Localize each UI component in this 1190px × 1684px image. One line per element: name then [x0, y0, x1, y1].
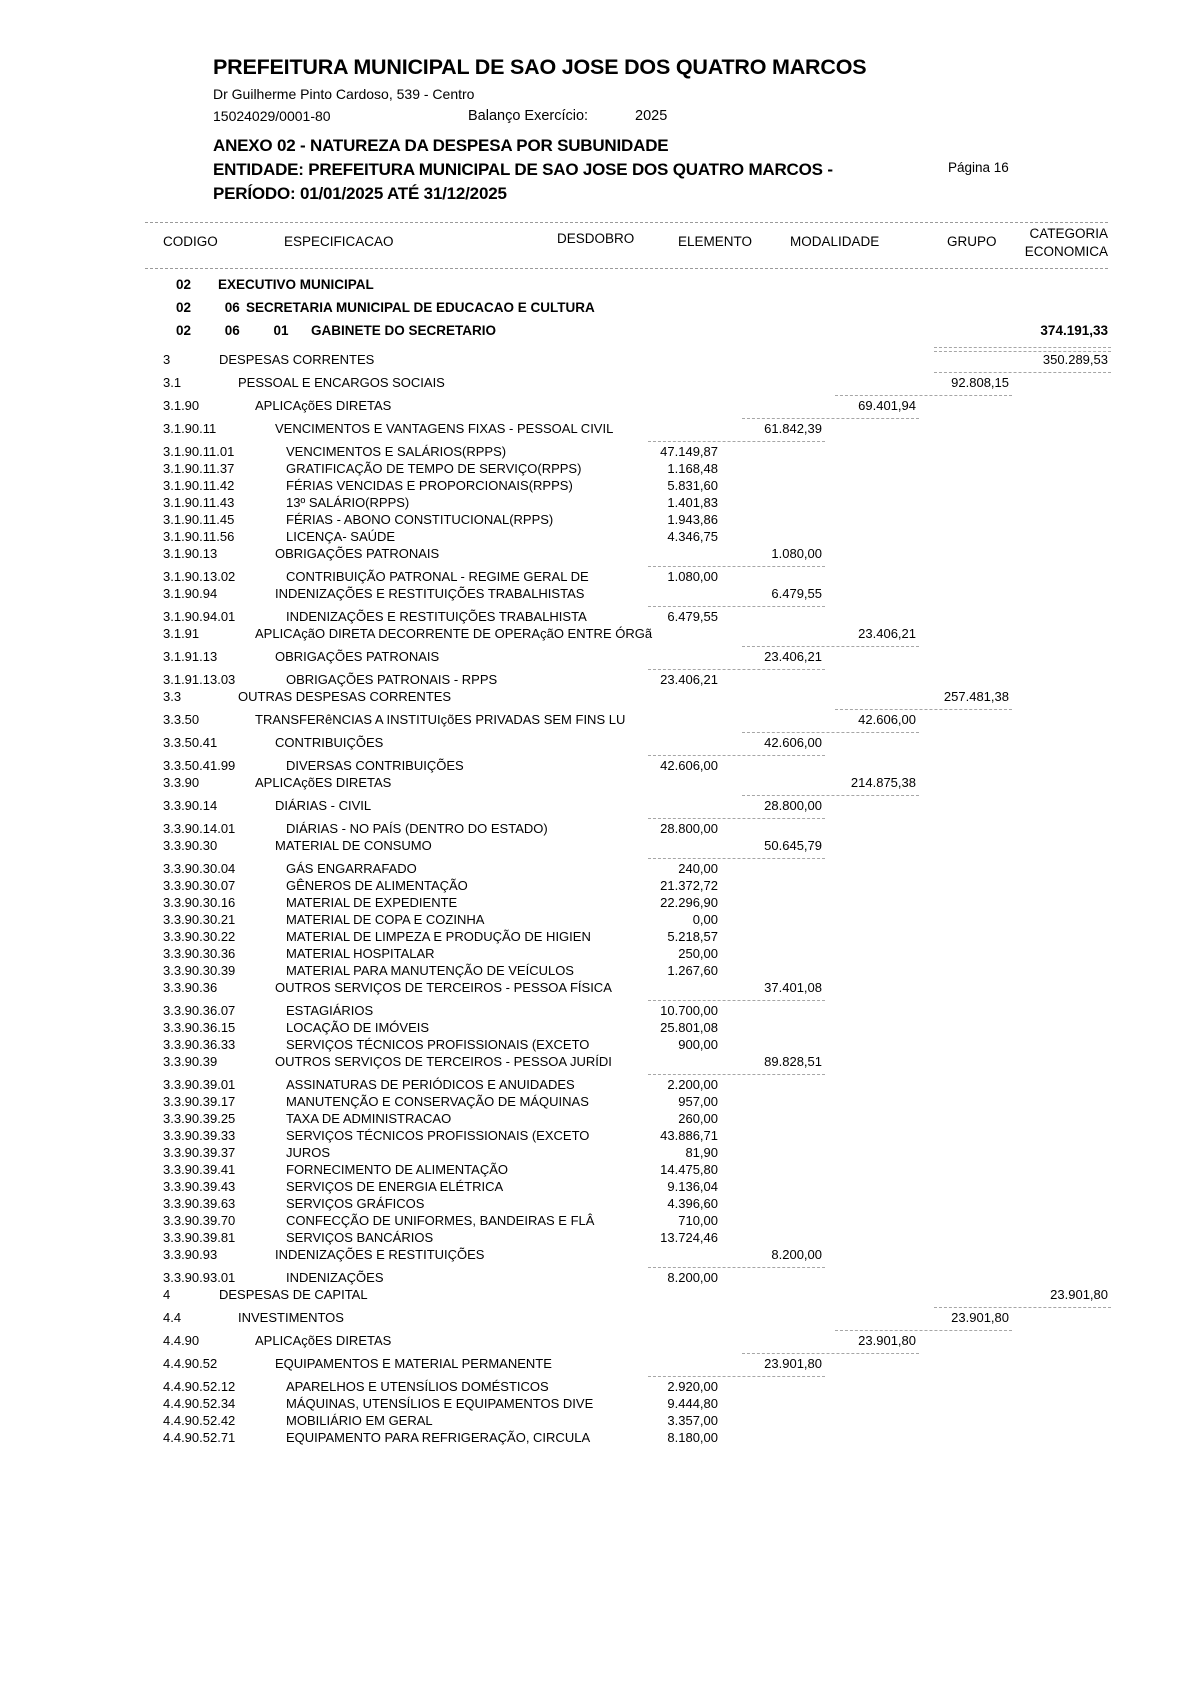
table-row: [0, 529, 1190, 546]
row-amount-categoria: 374.191,33: [1040, 323, 1108, 338]
table-row: [0, 1356, 1190, 1373]
row-code: 4.4.90.52.12: [163, 1379, 236, 1394]
table-row: [0, 912, 1190, 929]
table-row: [0, 946, 1190, 963]
row-amount-desdobro: 28.800,00: [660, 821, 718, 836]
expense-table-body: [0, 277, 1190, 1447]
row-code: 3.3.90.30.07: [163, 878, 236, 893]
entity-line: ENTIDADE: PREFEITURA MUNICIPAL DE SAO JOSE DOS QUATRO MARCOS -: [213, 160, 833, 179]
row-code: 3.3.90.30.16: [163, 895, 236, 910]
column-header-codigo: CODIGO: [163, 234, 218, 249]
row-code: 3.3.90.93: [163, 1247, 218, 1262]
row-specification: APARELHOS E UTENSÍLIOS DOMÉSTICOS: [286, 1379, 549, 1394]
table-row: [0, 1310, 1190, 1327]
row-amount-modalidade: 214.875,38: [850, 775, 916, 790]
row-code: 3.1.90.11.37: [163, 461, 235, 476]
row-code: 4.4.90: [163, 1333, 200, 1348]
table-row: [0, 461, 1190, 478]
row-code: 3.3.90.39.25: [163, 1111, 236, 1126]
row-specification: MOBILIÁRIO EM GERAL: [286, 1413, 433, 1428]
row-specification: DIVERSAS CONTRIBUIÇÕES: [286, 758, 464, 773]
table-row: [0, 1270, 1190, 1287]
row-specification: OBRIGAÇÕES PATRONAIS: [275, 546, 440, 561]
table-row: [0, 1162, 1190, 1179]
subtotal-rule: [648, 858, 825, 859]
subtotal-rule: [648, 1074, 825, 1075]
row-code: 3.1.90.94.01: [163, 609, 236, 624]
organization-cnpj: 15024029/0001-80: [213, 108, 331, 124]
row-amount-desdobro: 43.886,71: [660, 1128, 718, 1143]
row-specification: VENCIMENTOS E SALÁRIOS(RPPS): [286, 444, 507, 459]
row-specification: 13º SALÁRIO(RPPS): [286, 495, 410, 510]
row-specification: TRANSFERêNCIAS A INSTITUIçõES PRIVADAS SEM FINS LU: [255, 712, 626, 727]
row-code: 3.3.90.39.63: [163, 1196, 236, 1211]
row-code: 3.3.90.39.41: [163, 1162, 236, 1177]
table-row: [0, 398, 1190, 415]
table-row: [0, 1037, 1190, 1054]
row-code: 02 06 01: [176, 323, 289, 338]
subtotal-rule: [648, 755, 825, 756]
table-row: [0, 1413, 1190, 1430]
row-code: 3.3.90.30.21: [163, 912, 236, 927]
row-specification: DIÁRIAS - CIVIL: [275, 798, 372, 813]
row-amount-elemento: 1.080,00: [771, 546, 822, 561]
table-row: [0, 421, 1190, 438]
row-amount-desdobro: 1.401,83: [667, 495, 718, 510]
row-code: 3.3.90.30.04: [163, 861, 236, 876]
balance-exercise-label: Balanço Exercício:: [468, 108, 589, 124]
row-code: 4.4: [163, 1310, 182, 1325]
row-specification: JUROS: [286, 1145, 331, 1160]
row-amount-desdobro: 260,00: [678, 1111, 718, 1126]
row-code: 3.3.90.36.15: [163, 1020, 236, 1035]
table-row: [0, 758, 1190, 775]
row-specification: DESPESAS CORRENTES: [219, 352, 375, 367]
row-amount-elemento: 89.828,51: [764, 1054, 822, 1069]
table-row: [0, 495, 1190, 512]
row-code: 3.3.90.36.07: [163, 1003, 236, 1018]
table-row: [0, 1213, 1190, 1230]
row-specification: INVESTIMENTOS: [238, 1310, 344, 1325]
row-code: 3.3.90.39.37: [163, 1145, 236, 1160]
row-specification: MATERIAL DE COPA E COZINHA: [286, 912, 485, 927]
subtotal-rule: [835, 395, 1012, 396]
table-row: [0, 1287, 1190, 1304]
row-code: 3.3.90.93.01: [163, 1270, 236, 1285]
row-specification: GÊNEROS DE ALIMENTAÇÃO: [286, 878, 468, 893]
row-specification: ESTAGIÁRIOS: [286, 1003, 374, 1018]
row-specification: SERVIÇOS DE ENERGIA ELÉTRICA: [286, 1179, 504, 1194]
table-row: [0, 569, 1190, 586]
table-row: [0, 878, 1190, 895]
subtotal-rule: [934, 1307, 1111, 1308]
table-row: [0, 712, 1190, 729]
row-specification: MATERIAL HOSPITALAR: [286, 946, 435, 961]
header-bottom-divider: [145, 268, 1108, 269]
row-amount-elemento: 61.842,39: [764, 421, 822, 436]
row-code: 3.1.90.11.42: [163, 478, 235, 493]
row-code: 3.1.90.11: [163, 421, 217, 436]
table-row: [0, 1230, 1190, 1247]
row-amount-desdobro: 710,00: [678, 1213, 718, 1228]
row-specification: OBRIGAÇÕES PATRONAIS - RPPS: [286, 672, 498, 687]
row-amount-desdobro: 2.920,00: [667, 1379, 718, 1394]
row-specification: MATERIAL DE EXPEDIENTE: [286, 895, 458, 910]
row-amount-modalidade: 23.406,21: [858, 626, 916, 641]
table-row: [0, 1196, 1190, 1213]
row-code: 3.3.90.39: [163, 1054, 218, 1069]
row-code: 3.3.90.39.70: [163, 1213, 236, 1228]
subtotal-rule: [742, 732, 919, 733]
row-amount-desdobro: 0,00: [692, 912, 718, 927]
row-amount-desdobro: 957,00: [678, 1094, 718, 1109]
row-specification: PESSOAL E ENCARGOS SOCIAIS: [238, 375, 445, 390]
row-amount-elemento: 6.479,55: [771, 586, 822, 601]
row-specification: CONFECÇÃO DE UNIFORMES, BANDEIRAS E FLÂ: [286, 1213, 595, 1228]
table-row: [0, 1094, 1190, 1111]
row-amount-desdobro: 81,90: [685, 1145, 718, 1160]
row-specification: OBRIGAÇÕES PATRONAIS: [275, 649, 440, 664]
row-specification: FÉRIAS VENCIDAS E PROPORCIONAIS(RPPS): [286, 478, 573, 493]
table-row: [0, 478, 1190, 495]
table-row: [0, 895, 1190, 912]
column-header-modalidade: MODALIDADE: [790, 234, 880, 249]
column-header-categoria-economica: CATEGORIA: [1029, 226, 1108, 241]
row-amount-desdobro: 1.943,86: [667, 512, 718, 527]
table-row: [0, 1333, 1190, 1350]
row-amount-elemento: 23.406,21: [764, 649, 822, 664]
subtotal-rule: [648, 441, 825, 442]
row-specification: MANUTENÇÃO E CONSERVAÇÃO DE MÁQUINAS: [286, 1094, 589, 1109]
row-specification: SERVIÇOS TÉCNICOS PROFISSIONAIS (EXCETO: [286, 1128, 590, 1143]
row-specification: DESPESAS DE CAPITAL: [219, 1287, 368, 1302]
row-amount-elemento: 23.901,80: [764, 1356, 822, 1371]
row-specification: LOCAÇÃO DE IMÓVEIS: [286, 1020, 430, 1035]
row-specification: VENCIMENTOS E VANTAGENS FIXAS - PESSOAL CIVIL: [275, 421, 614, 436]
row-specification: SECRETARIA MUNICIPAL DE EDUCACAO E CULTURA: [246, 300, 595, 315]
column-header-categoria-economica-line2: ECONOMICA: [1024, 244, 1108, 259]
table-row: [0, 323, 1190, 346]
subtotal-rule: [742, 1353, 919, 1354]
row-amount-desdobro: 900,00: [678, 1037, 718, 1052]
report-title: ANEXO 02 - NATUREZA DA DESPESA POR SUBUNIDADE: [213, 136, 669, 155]
row-amount-desdobro: 47.149,87: [660, 444, 718, 459]
table-row: [0, 546, 1190, 563]
row-code: 3.3.90.39.43: [163, 1179, 236, 1194]
table-row: [0, 512, 1190, 529]
row-code: 3.3.90.39.33: [163, 1128, 236, 1143]
row-amount-desdobro: 1.267,60: [667, 963, 718, 978]
row-code: 3.3.90.36: [163, 980, 218, 995]
row-specification: GABINETE DO SECRETARIO: [311, 323, 497, 338]
row-code: 3.1.90.11.56: [163, 529, 235, 544]
row-code: 3.1.90.11.01: [163, 444, 235, 459]
table-row: [0, 1430, 1190, 1447]
row-amount-desdobro: 5.831,60: [667, 478, 718, 493]
subtotal-rule: [934, 372, 1111, 373]
row-specification: APLICAçõES DIRETAS: [255, 398, 392, 413]
table-row: [0, 798, 1190, 815]
row-amount-modalidade: 42.606,00: [858, 712, 916, 727]
row-amount-categoria: 350.289,53: [1042, 352, 1108, 367]
row-amount-desdobro: 14.475,80: [660, 1162, 718, 1177]
table-row: [0, 1128, 1190, 1145]
row-specification: EXECUTIVO MUNICIPAL: [218, 277, 374, 292]
row-code: 3.3.50: [163, 712, 200, 727]
row-amount-desdobro: 21.372,72: [660, 878, 718, 893]
table-row: [0, 609, 1190, 626]
table-row: [0, 1247, 1190, 1264]
table-row: [0, 1145, 1190, 1162]
row-amount-elemento: 37.401,08: [764, 980, 822, 995]
table-row: [0, 586, 1190, 603]
table-row: [0, 861, 1190, 878]
row-code: 3.1.91: [163, 626, 200, 641]
row-amount-desdobro: 8.200,00: [667, 1270, 718, 1285]
row-code: 3.3.90.39.81: [163, 1230, 236, 1245]
subtotal-rule: [742, 418, 919, 419]
row-specification: MÁQUINAS, UTENSÍLIOS E EQUIPAMENTOS DIVE: [286, 1396, 594, 1411]
row-amount-grupo: 23.901,80: [951, 1310, 1009, 1325]
subtotal-rule: [648, 818, 825, 819]
table-row: [0, 672, 1190, 689]
row-amount-desdobro: 3.357,00: [667, 1413, 718, 1428]
page-number: Página 16: [948, 160, 1009, 175]
row-amount-elemento: 42.606,00: [764, 735, 822, 750]
row-specification: EQUIPAMENTOS E MATERIAL PERMANENTE: [275, 1356, 552, 1371]
table-row: [0, 1003, 1190, 1020]
table-row: [0, 1020, 1190, 1037]
row-code: 3.3.90.30.22: [163, 929, 236, 944]
table-row: [0, 963, 1190, 980]
row-amount-desdobro: 13.724,46: [660, 1230, 718, 1245]
row-specification: FORNECIMENTO DE ALIMENTAÇÃO: [286, 1162, 508, 1177]
row-amount-desdobro: 10.700,00: [660, 1003, 718, 1018]
table-row: [0, 1179, 1190, 1196]
row-amount-desdobro: 5.218,57: [667, 929, 718, 944]
table-row: [0, 1077, 1190, 1094]
row-code: 3.1.90.13: [163, 546, 218, 561]
row-specification: INDENIZAÇÕES E RESTITUIÇÕES: [275, 1247, 485, 1262]
organization-name: PREFEITURA MUNICIPAL DE SAO JOSE DOS QUATRO MARCOS: [213, 55, 867, 79]
row-specification: CONTRIBUIÇÕES: [275, 735, 384, 750]
table-row: [0, 444, 1190, 461]
row-amount-desdobro: 2.200,00: [667, 1077, 718, 1092]
table-row: [0, 649, 1190, 666]
row-code: 3.3.90.14: [163, 798, 218, 813]
row-code: 3: [163, 352, 171, 367]
table-row: [0, 1111, 1190, 1128]
row-amount-desdobro: 9.136,04: [667, 1179, 718, 1194]
row-amount-desdobro: 4.346,75: [667, 529, 718, 544]
table-row: [0, 689, 1190, 706]
header-top-divider: [145, 222, 1108, 223]
row-amount-grupo: 92.808,15: [951, 375, 1009, 390]
subtotal-rule: [648, 1267, 825, 1268]
row-specification: ASSINATURAS DE PERIÓDICOS E ANUIDADES: [286, 1077, 575, 1092]
subtotal-rule: [648, 669, 825, 670]
row-code: 3.3.90.30: [163, 838, 218, 853]
row-code: 3.1.90.94: [163, 586, 218, 601]
row-amount-elemento: 50.645,79: [764, 838, 822, 853]
subtotal-rule: [648, 566, 825, 567]
subtotal-rule: [648, 1376, 825, 1377]
column-header-especificacao: ESPECIFICACAO: [284, 234, 394, 249]
table-row: [0, 980, 1190, 997]
row-code: 3.3: [163, 689, 182, 704]
subtotal-rule: [835, 1330, 1012, 1331]
row-specification: OUTROS SERVIÇOS DE TERCEIROS - PESSOA FÍSICA: [275, 980, 612, 995]
row-code: 02 06: [176, 300, 240, 315]
row-specification: SERVIÇOS GRÁFICOS: [286, 1196, 425, 1211]
subtotal-rule: [648, 606, 825, 607]
row-specification: SERVIÇOS BANCÁRIOS: [286, 1230, 434, 1245]
table-row: [0, 929, 1190, 946]
table-row: [0, 838, 1190, 855]
column-header-desdobro: DESDOBRO: [557, 231, 635, 246]
column-header-grupo: GRUPO: [947, 234, 997, 249]
row-specification: INDENIZAÇÕES: [286, 1270, 384, 1285]
table-row: [0, 1396, 1190, 1413]
table-row: [0, 735, 1190, 752]
row-amount-desdobro: 42.606,00: [660, 758, 718, 773]
row-specification: OUTROS SERVIÇOS DE TERCEIROS - PESSOA JURÍDI: [275, 1054, 612, 1069]
table-row: [0, 1054, 1190, 1071]
row-code: 3.3.90.14.01: [163, 821, 236, 836]
row-code: 3.3.90.39.17: [163, 1094, 236, 1109]
subtotal-rule: [835, 709, 1012, 710]
subtotal-rule: [648, 1000, 825, 1001]
row-code: 3.3.90: [163, 775, 200, 790]
row-amount-desdobro: 1.168,48: [667, 461, 718, 476]
balance-exercise-year: 2025: [635, 108, 668, 124]
row-amount-categoria: 23.901,80: [1050, 1287, 1108, 1302]
row-specification: EQUIPAMENTO PARA REFRIGERAÇÃO, CIRCULA: [286, 1430, 591, 1445]
table-row: [0, 821, 1190, 838]
subtotal-rule: [742, 646, 919, 647]
row-code: 3.3.90.30.36: [163, 946, 236, 961]
row-specification: MATERIAL PARA MANUTENÇÃO DE VEÍCULOS: [286, 963, 574, 978]
row-specification: CONTRIBUIÇÃO PATRONAL - REGIME GERAL DE: [286, 569, 589, 584]
table-row: [0, 626, 1190, 643]
row-specification: MATERIAL DE CONSUMO: [275, 838, 432, 853]
column-header-elemento: ELEMENTO: [678, 234, 753, 249]
row-code: 4.4.90.52.34: [163, 1396, 236, 1411]
row-code: 4.4.90.52.71: [163, 1430, 236, 1445]
table-row: [0, 1379, 1190, 1396]
row-code: 3.1.91.13: [163, 649, 218, 664]
row-specification: APLICAçõES DIRETAS: [255, 775, 392, 790]
row-specification: INDENIZAÇÕES E RESTITUIÇÕES TRABALHISTAS: [275, 586, 585, 601]
row-specification: TAXA DE ADMINISTRACAO: [286, 1111, 452, 1126]
row-amount-desdobro: 250,00: [678, 946, 718, 961]
table-row: [0, 352, 1190, 369]
row-code: 3.1: [163, 375, 182, 390]
row-code: 3.3.50.41.99: [163, 758, 236, 773]
row-specification: GÁS ENGARRAFADO: [286, 861, 417, 876]
row-specification: GRATIFICAÇÃO DE TEMPO DE SERVIÇO(RPPS): [286, 461, 582, 476]
row-code: 4.4.90.52: [163, 1356, 218, 1371]
row-code: 3.1.90.11.43: [163, 495, 235, 510]
row-specification: DIÁRIAS - NO PAÍS (DENTRO DO ESTADO): [286, 821, 548, 836]
table-row: [0, 300, 1190, 323]
row-amount-desdobro: 8.180,00: [667, 1430, 718, 1445]
row-code: 3.1.90.11.45: [163, 512, 235, 527]
row-amount-desdobro: 22.296,90: [660, 895, 718, 910]
row-specification: SERVIÇOS TÉCNICOS PROFISSIONAIS (EXCETO: [286, 1037, 590, 1052]
row-amount-modalidade: 69.401,94: [858, 398, 916, 413]
row-specification: INDENIZAÇÕES E RESTITUIÇÕES TRABALHISTA: [286, 609, 587, 624]
row-code: 3.3.90.30.39: [163, 963, 236, 978]
row-amount-desdobro: 240,00: [678, 861, 718, 876]
table-row: [0, 775, 1190, 792]
row-specification: MATERIAL DE LIMPEZA E PRODUÇÃO DE HIGIEN: [286, 929, 591, 944]
table-row: [0, 375, 1190, 392]
row-code: 3.1.90.13.02: [163, 569, 236, 584]
row-code: 3.1.90: [163, 398, 200, 413]
row-amount-elemento: 28.800,00: [764, 798, 822, 813]
organization-address: Dr Guilherme Pinto Cardoso, 539 - Centro: [213, 86, 475, 102]
row-amount-desdobro: 6.479,55: [667, 609, 718, 624]
row-amount-modalidade: 23.901,80: [858, 1333, 916, 1348]
row-specification: FÉRIAS - ABONO CONSTITUCIONAL(RPPS): [286, 512, 554, 527]
row-amount-desdobro: 23.406,21: [660, 672, 718, 687]
row-code: 02: [176, 277, 192, 292]
row-specification: LICENÇA- SAÚDE: [286, 529, 396, 544]
row-code: 3.3.50.41: [163, 735, 218, 750]
row-code: 4.4.90.52.42: [163, 1413, 236, 1428]
row-specification: APLICAçõES DIRETAS: [255, 1333, 392, 1348]
table-row: [0, 277, 1190, 300]
row-code: 3.3.90.39.01: [163, 1077, 236, 1092]
row-code: 3.1.91.13.03: [163, 672, 236, 687]
period-line: PERÍODO: 01/01/2025 ATÉ 31/12/2025: [213, 184, 507, 203]
row-specification: OUTRAS DESPESAS CORRENTES: [238, 689, 452, 704]
row-code: 4: [163, 1287, 171, 1302]
row-amount-elemento: 8.200,00: [771, 1247, 822, 1262]
row-specification: APLICAçãO DIRETA DECORRENTE DE OPERAçãO ENTRE ÓRGã: [255, 626, 653, 641]
row-amount-desdobro: 9.444,80: [667, 1396, 718, 1411]
row-amount-desdobro: 4.396,60: [667, 1196, 718, 1211]
row-amount-desdobro: 25.801,08: [660, 1020, 718, 1035]
row-amount-grupo: 257.481,38: [943, 689, 1009, 704]
row-amount-desdobro: 1.080,00: [667, 569, 718, 584]
row-code: 3.3.90.36.33: [163, 1037, 236, 1052]
subtotal-rule: [742, 795, 919, 796]
